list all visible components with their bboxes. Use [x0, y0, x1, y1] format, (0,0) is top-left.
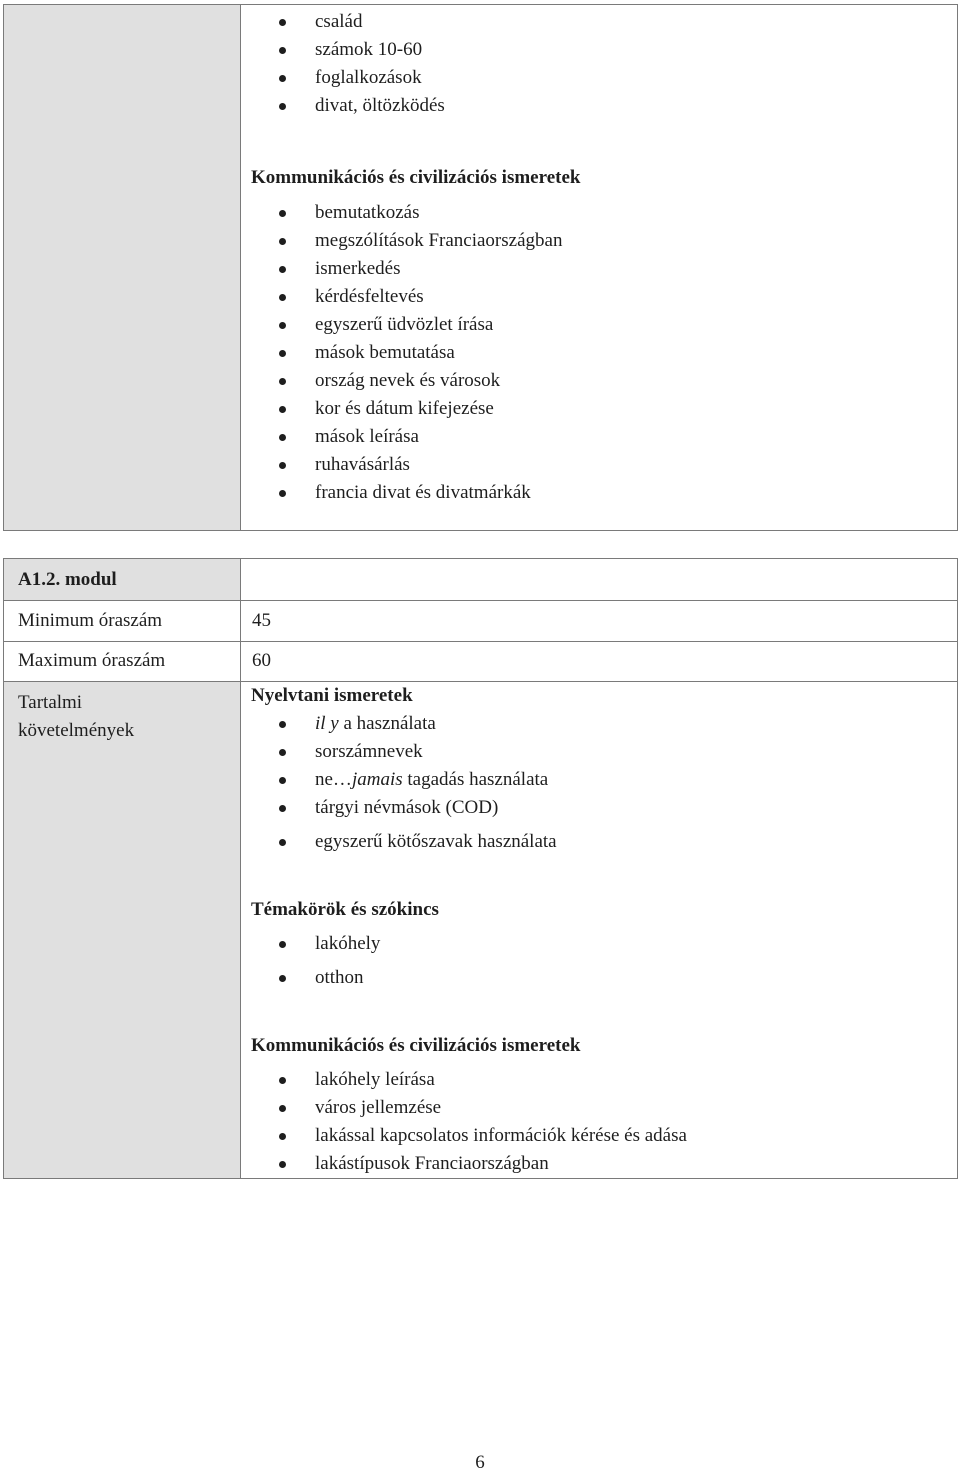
bullet-icon — [279, 19, 286, 26]
module-table — [3, 558, 958, 1179]
list-item: sorszámnevek — [241, 738, 957, 766]
content-requirements-cell — [241, 682, 958, 1179]
min-hours-value-cell — [241, 601, 958, 642]
bullet-icon — [279, 75, 286, 82]
list-item: tárgyi névmások (COD) — [241, 794, 957, 822]
module-title-empty-cell — [241, 559, 958, 601]
max-hours-label: Maximum óraszám — [18, 650, 166, 671]
bullet-icon — [279, 1077, 286, 1084]
bullet-icon — [279, 1133, 286, 1140]
max-hours-value: 60 — [252, 650, 271, 671]
list-item: foglalkozások — [241, 64, 957, 92]
min-hours-label-cell — [4, 601, 241, 642]
previous-module-table — [3, 4, 958, 531]
list-item: számok 10-60 — [241, 36, 957, 64]
bullet-icon — [279, 238, 286, 245]
bullet-icon — [279, 975, 286, 982]
bullet-icon — [279, 434, 286, 441]
bullet-icon — [279, 266, 286, 273]
bullet-icon — [279, 721, 286, 728]
list-item: lakóhely — [241, 930, 957, 958]
list-item: lakással kapcsolatos információk kérése és adása — [241, 1122, 957, 1150]
topics-continued-list — [241, 8, 957, 120]
bullet-icon — [279, 378, 286, 385]
bullet-icon — [279, 749, 286, 756]
list-item: egyszerű kötőszavak használata — [241, 828, 957, 856]
list-item: ruhavásárlás — [241, 451, 957, 479]
topics-list — [241, 930, 957, 992]
list-item: il y a használata — [241, 710, 957, 738]
min-hours-value: 45 — [252, 610, 271, 631]
list-item: kérdésfeltevés — [241, 283, 957, 311]
list-item: ország nevek és városok — [241, 367, 957, 395]
list-item: megszólítások Franciaországban — [241, 227, 957, 255]
list-item: lakóhely leírása — [241, 1066, 957, 1094]
bullet-icon — [279, 941, 286, 948]
content-column-cell — [241, 5, 958, 531]
bullet-icon — [279, 103, 286, 110]
bullet-icon — [279, 777, 286, 784]
module-title-cell — [4, 559, 241, 601]
topics-heading: Témakörök és szókincs — [251, 899, 439, 920]
bullet-icon — [279, 462, 286, 469]
list-item: francia divat és divatmárkák — [241, 479, 957, 507]
bullet-icon — [279, 805, 286, 812]
list-item: otthon — [241, 964, 957, 992]
list-item: bemutatkozás — [241, 199, 957, 227]
bullet-icon — [279, 406, 286, 413]
min-hours-label: Minimum óraszám — [18, 610, 163, 631]
bullet-icon — [279, 839, 286, 846]
bullet-icon — [279, 294, 286, 301]
list-item: család — [241, 8, 957, 36]
bullet-icon — [279, 490, 286, 497]
page-number: 6 — [475, 1452, 485, 1473]
max-hours-value-cell — [241, 642, 958, 682]
communication-heading: Kommunikációs és civilizációs ismeretek — [251, 167, 581, 188]
grammar-list — [241, 710, 957, 856]
label-column-cell — [4, 5, 241, 531]
bullet-icon — [279, 350, 286, 357]
max-hours-label-cell — [4, 642, 241, 682]
list-item: kor és dátum kifejezése — [241, 395, 957, 423]
content-label-line1: Tartalmi — [18, 692, 83, 713]
list-item: mások bemutatása — [241, 339, 957, 367]
communication-list — [241, 199, 957, 507]
bullet-icon — [279, 1161, 286, 1168]
bullet-icon — [279, 47, 286, 54]
list-item: egyszerű üdvözlet írása — [241, 311, 957, 339]
communication-list — [241, 1066, 957, 1178]
list-item: ismerkedés — [241, 255, 957, 283]
list-item: ne…jamais tagadás használata — [241, 766, 957, 794]
module-title: A1.2. modul — [18, 569, 117, 590]
communication-heading: Kommunikációs és civilizációs ismeretek — [251, 1035, 581, 1056]
list-item: mások leírása — [241, 423, 957, 451]
content-label-line2: követelmények — [18, 720, 135, 741]
list-item: divat, öltözködés — [241, 92, 957, 120]
list-item: lakástípusok Franciaországban — [241, 1150, 957, 1178]
bullet-icon — [279, 1105, 286, 1112]
list-item: város jellemzése — [241, 1094, 957, 1122]
grammar-heading: Nyelvtani ismeretek — [251, 685, 413, 706]
bullet-icon — [279, 322, 286, 329]
content-requirements-label-cell — [4, 682, 241, 1179]
bullet-icon — [279, 210, 286, 217]
